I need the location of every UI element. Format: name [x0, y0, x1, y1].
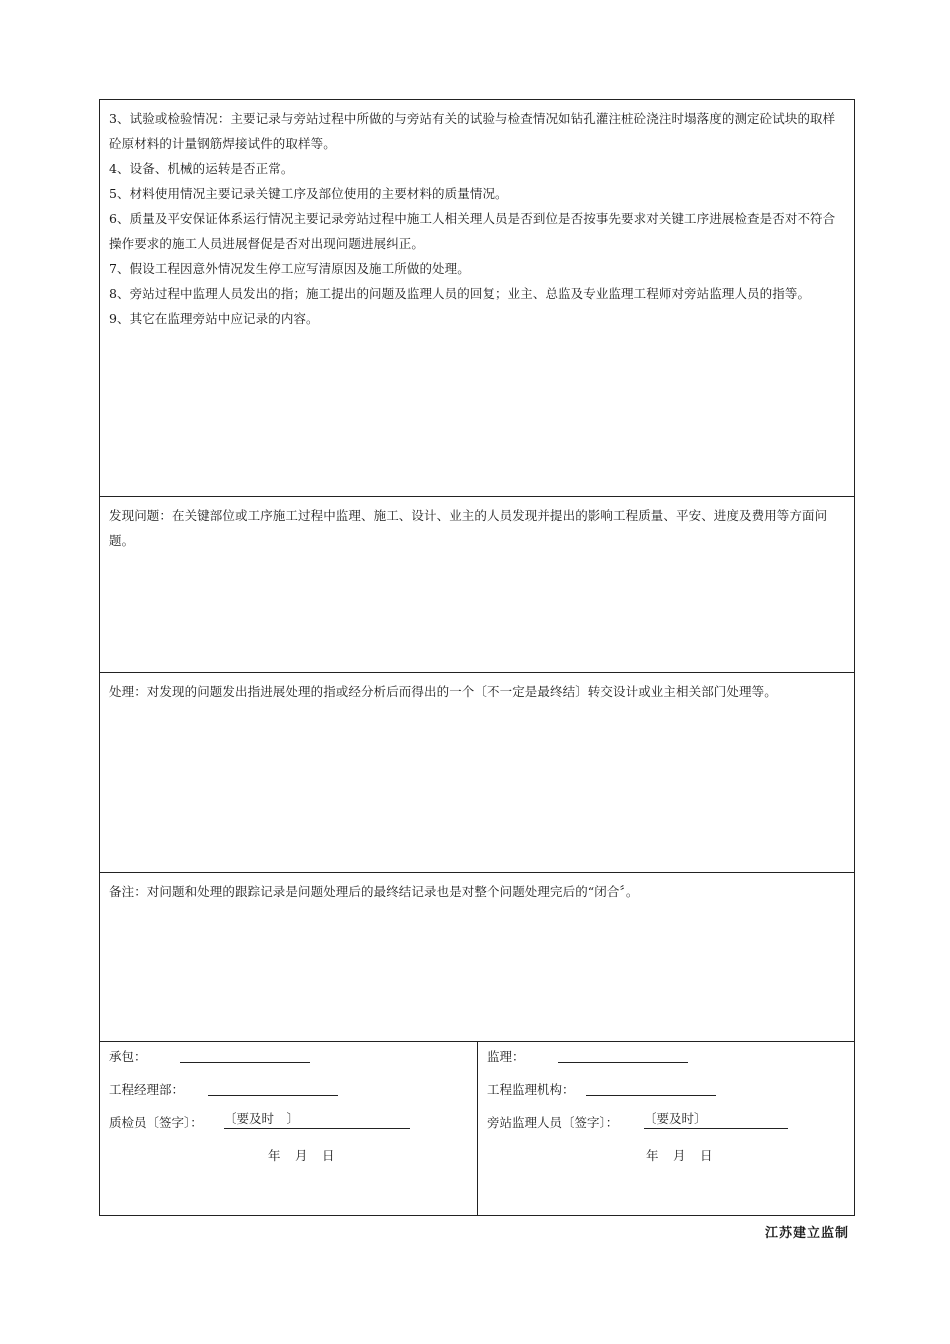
problems-section[interactable]	[100, 497, 854, 673]
supervision-record-form	[99, 99, 855, 1216]
problems-text: 发现问题：在关键部位或工序施工过程中监理、施工、设计、业主的人员发现并提出的影响工程质量、平安、进度及费用等方面问题。	[109, 508, 828, 548]
handling-section[interactable]	[100, 673, 854, 873]
record-item-3: 3、试验或检验情况：主要记录与旁站过程中所做的与旁站有关的试验与检查情况如钻孔灌注桩砼浇注时塌落度的测定砼试块的取样砼原材料的计量钢筋焊接试件的取样等。	[109, 111, 836, 151]
signature-section	[100, 1042, 854, 1215]
records-content	[100, 100, 854, 331]
remarks-section[interactable]	[100, 873, 854, 1042]
contractor-date: 年 月 日	[268, 1148, 336, 1163]
supervisor-signature-field[interactable]	[558, 1048, 688, 1063]
onsite-supervisor-label: 旁站监理人员〔签字〕：	[487, 1115, 619, 1130]
records-section	[100, 100, 854, 497]
contractor-signature-block	[100, 1042, 478, 1215]
supervision-org-label: 工程监理机构：	[487, 1082, 575, 1097]
handling-text: 处理：对发现的问题发出指进展处理的指或经分析后而得出的一个〔不一定是最终结〕转交设计或业主相关部门处理等。	[109, 684, 777, 699]
record-item-4: 4、设备、机械的运转是否正常。	[109, 161, 294, 176]
project-dept-field[interactable]	[208, 1081, 338, 1096]
record-item-8: 8、旁站过程中监理人员发出的指；施工提出的问题及监理人员的回复；业主、总监及专业监理工程师对旁站监理人员的指等。	[109, 286, 811, 301]
onsite-supervisor-note: 〔要及时〕	[644, 1111, 707, 1126]
contractor-label: 承包：	[109, 1049, 147, 1064]
inspector-label: 质检员〔签字〕：	[109, 1115, 203, 1130]
record-item-9: 9、其它在监理旁站中应记录的内容。	[109, 311, 319, 326]
record-item-7: 7、假设工程因意外情况发生停工应写清原因及施工所做的处理。	[109, 261, 470, 276]
supervisor-signature-block	[478, 1042, 854, 1215]
onsite-supervisor-signature-field[interactable]	[644, 1111, 788, 1129]
contractor-signature-field[interactable]	[180, 1048, 310, 1063]
inspector-note: 〔要及时 〕	[224, 1111, 300, 1126]
remarks-text: 备注：对问题和处理的跟踪记录是问题处理后的最终结记录也是对整个问题处理完后的“闭合〞。	[109, 884, 639, 899]
supervisor-label: 监理：	[487, 1049, 525, 1064]
supervision-org-field[interactable]	[586, 1081, 716, 1096]
supervisor-date: 年 月 日	[646, 1148, 714, 1163]
record-item-5: 5、材料使用情况主要记录关键工序及部位使用的主要材料的质量情况。	[109, 186, 508, 201]
issuer-footer: 江苏建立监制	[764, 1226, 849, 1241]
record-item-6: 6、质量及平安保证体系运行情况主要记录旁站过程中施工人相关理人员是否到位是否按事先要求对关键工序进展检查是否对不符合操作要求的施工人员进展督促是否对出现问题进展纠正。	[109, 211, 836, 251]
inspector-signature-field[interactable]	[224, 1111, 410, 1129]
project-dept-label: 工程经理部：	[109, 1082, 185, 1097]
